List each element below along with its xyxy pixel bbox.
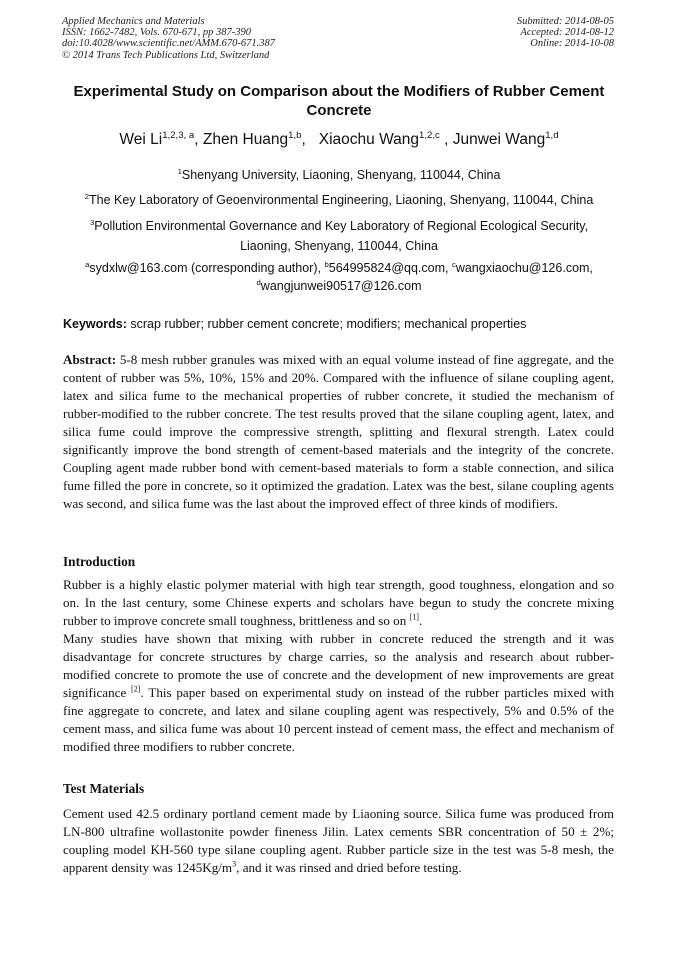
introduction-body <box>63 576 614 756</box>
author-list <box>62 130 616 150</box>
author-affiliation-mark: 1,2,3, a <box>162 129 195 141</box>
online-date: Online: 2014-10-08 <box>530 38 614 50</box>
section-heading-test-materials: Test Materials <box>63 781 145 796</box>
email-mark: b <box>324 259 329 269</box>
author-name: Xiaochu Wang <box>318 131 419 148</box>
affiliation-mark: 3 <box>89 217 95 227</box>
abstract-label: Abstract: <box>63 352 117 367</box>
author-affiliation-mark: 1,b <box>288 129 302 141</box>
journal-name: Applied Mechanics and Materials <box>62 16 205 27</box>
journal-copyright: © 2014 Trans Tech Publications Ltd, Switzerland <box>62 49 270 61</box>
email-c: wangxiaochu@126.com, <box>455 261 593 275</box>
author-affiliation-mark: 1,d <box>545 129 559 141</box>
keywords-label: Keywords: <box>63 317 127 331</box>
section-heading-introduction: Introduction <box>63 554 136 569</box>
publication-dates <box>517 16 614 50</box>
author-separator: , <box>439 131 453 148</box>
submitted-date: Submitted: 2014-08-05 <box>516 16 614 27</box>
abstract <box>63 351 614 513</box>
affiliation <box>62 190 616 210</box>
journal-info <box>62 16 275 61</box>
citation: [2] <box>131 684 141 694</box>
email-d: wangjunwei90517@126.com <box>260 279 422 293</box>
paragraph-text: . This paper based on experimental study on instead of the rubber particles mixed with fine aggregate to concrete, and latex and silane coupling agent was respectively, 5% and 0.5% of the cement mass, and silica fume was about 10 percent instead of cement mass, the effect and mechanism of modified three modifiers to rubber concrete. <box>63 685 615 754</box>
affiliation-text: The Key Laboratory of Geoenvironmental Engineering, Liaoning, Shenyang, 110044, China <box>89 193 594 207</box>
author-affiliation-mark: 1,2,c <box>419 129 440 141</box>
paragraph <box>63 630 614 756</box>
affiliation <box>86 216 592 256</box>
test-materials-body <box>63 805 614 877</box>
email-a: sydxlw@163.com (corresponding author), <box>89 261 325 275</box>
keywords-text: scrap rubber; rubber cement concrete; modifiers; mechanical properties <box>126 317 527 331</box>
author-separator: , <box>301 131 319 148</box>
author-name: Wei Li <box>119 131 163 148</box>
keywords <box>63 316 616 332</box>
unit-superscript: 3 <box>232 859 237 869</box>
paragraph <box>63 576 614 630</box>
affiliation-text: Shenyang University, Liaoning, Shenyang, 110044, China <box>181 168 501 182</box>
email-mark: c <box>451 259 456 269</box>
author-emails <box>62 259 616 295</box>
paragraph-text: , and it was rinsed and dried before testing. <box>236 860 462 875</box>
affiliation-mark: 1 <box>177 166 182 176</box>
abstract-text: 5-8 mesh rubber granules was mixed with an equal volume instead of fine aggregate, and the content of rubber was 5%, 10%, 15% and 20%. Compared with the influence of silane coupling agent, latex and silica fume to the mechanical properties of rubber concrete, it studied the mechanism of rubber-modified to the rubber concrete. The test results proved that the silane coupling agent, latex, and silica fume could improve the compressive strength, splitting and flexural strength. Latex could significantly improve the bond strength of cement-based materials and the integrity of the concrete. Coupling agent made rubber bond with cement-based materials to form a stable connection, and silica fume filled the pore in concrete, so it optimized the gradation. Latex was the best, silane coupling agents was second, and silica fume was the last about the improved effect of three kinds of modifiers. <box>63 352 614 511</box>
accepted-date: Accepted: 2014-08-12 <box>520 27 614 39</box>
email-b: 564995824@qq.com, <box>328 261 452 275</box>
paragraph <box>63 805 614 877</box>
affiliation <box>62 165 616 185</box>
paragraph-text: . <box>419 613 423 628</box>
affiliation-mark: 2 <box>84 191 90 201</box>
paragraph-text: Rubber is a highly elastic polymer material with high tear strength, good toughness, elongation and so on. In the last century, some Chinese experts and scholars have begun to study the concrete mixing rubber to improve concrete small toughness, brittleness and so on <box>63 577 614 628</box>
paragraph-text: Cement used 42.5 ordinary portland cement made by Liaoning source. Silica fume was produced from LN-800 ultrafine wollastonite powder fineness Jilin. Latex cements SBR concentration of 50 ± 2%; coupling model KH-560 type silane coupling agent. Rubber particle size in the test was 5-8 mesh, the apparent density was 1245Kg/m <box>63 806 614 875</box>
author-name: Junwei Wang <box>452 131 546 148</box>
journal-issn: ISSN: 1662-7482, Vols. 670-671, pp 387-390 <box>62 27 251 39</box>
journal-doi: doi:10.4028/www.scientific.net/AMM.670-671.387 <box>62 38 275 50</box>
email-mark: d <box>256 277 261 287</box>
email-mark: a <box>85 259 90 269</box>
citation: [1] <box>409 612 420 622</box>
affiliation-text: Pollution Environmental Governance and Key Laboratory of Regional Ecological Security, Liaoning, Shenyang, 110044, China <box>94 219 589 253</box>
paper-title: Experimental Study on Comparison about the Modifiers of Rubber Cement Concrete <box>73 83 605 119</box>
author-name: Zhen Huang <box>202 131 289 148</box>
paragraph-text: Many studies have shown that mixing with rubber in concrete reduced the strength and it was disadvantage for concrete structures by charge carries, so the analysis and research about rubber-modified concrete to promote the use of concrete and the development of new improvements are great significance <box>63 631 614 700</box>
author-separator: , <box>194 131 203 148</box>
